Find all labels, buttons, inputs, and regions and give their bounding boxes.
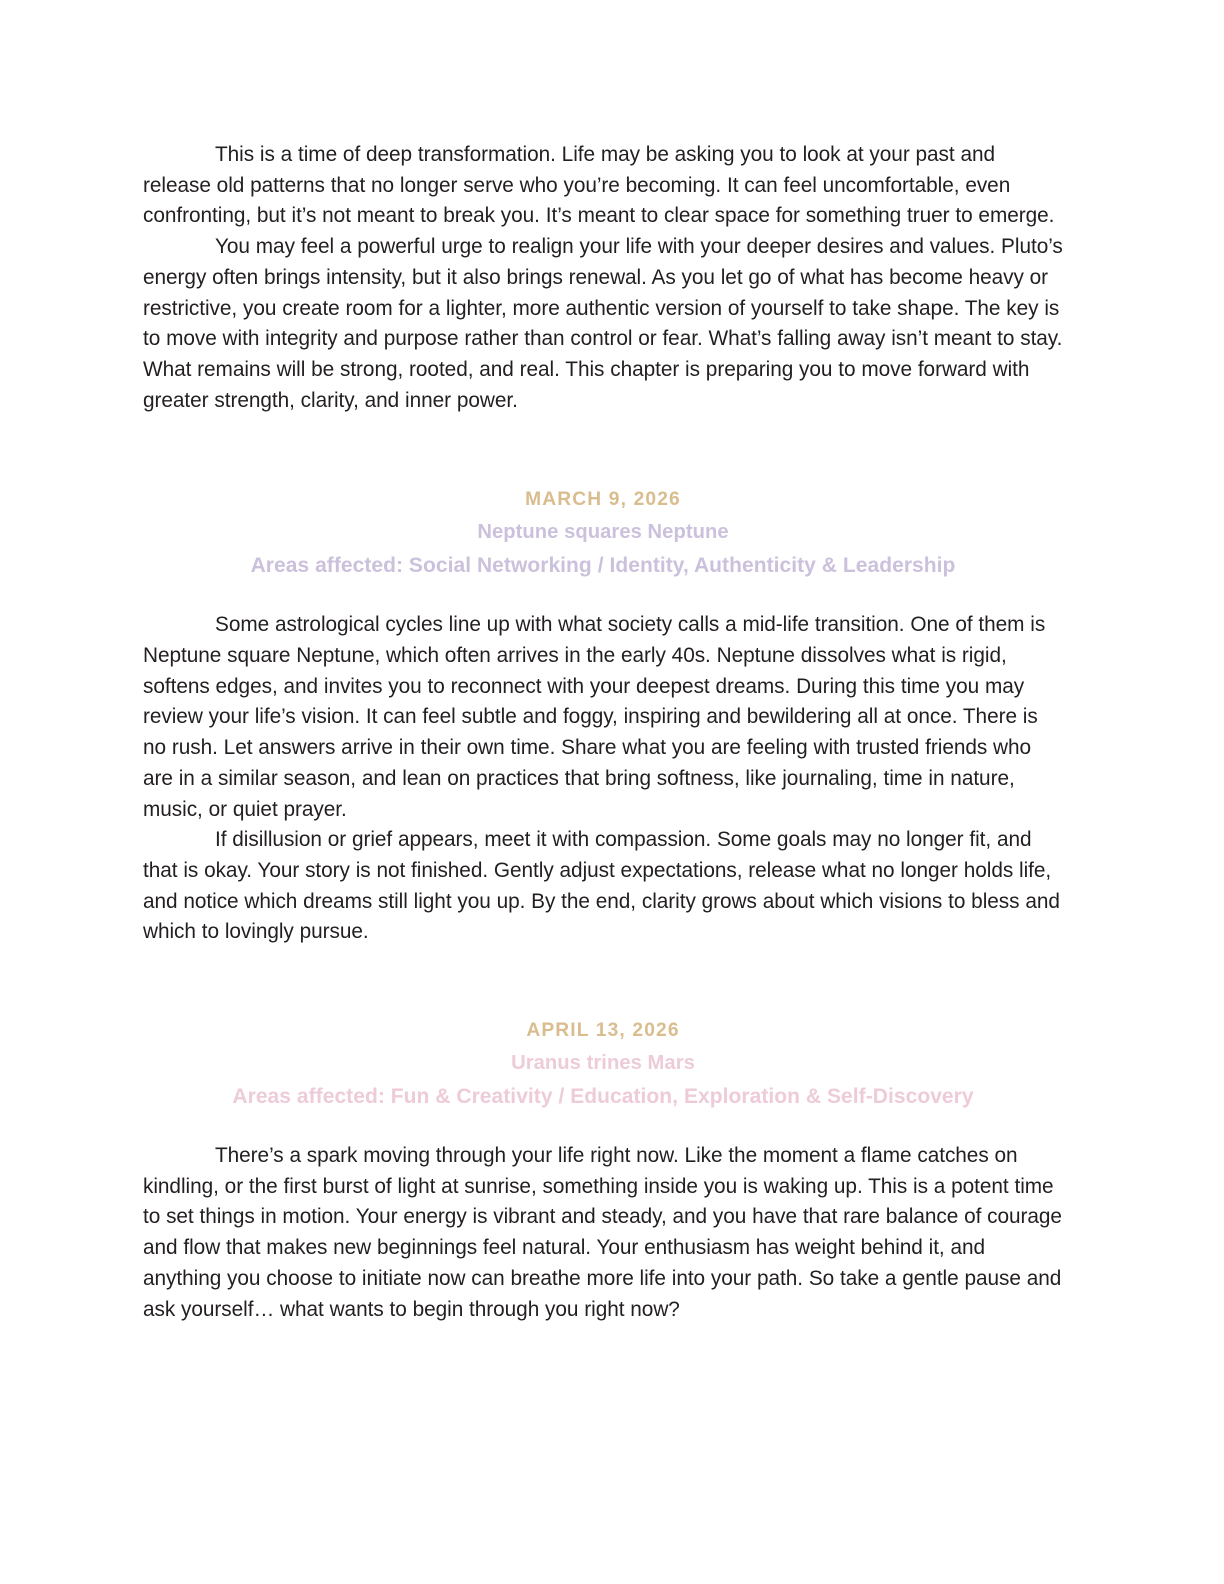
transit-aspect: Neptune squares Neptune — [477, 521, 729, 544]
paragraph: If disillusion or grief appears, meet it with compassion. Some goals may no longer fit, and that is okay. Your story is not finished. Gently adjust expectations, release what no longer holds life, and notice which dreams still light you up. By the end, clarity grows about which visions to bless and which to lovingly pursue. — [143, 828, 1060, 944]
section-uranus-transit — [143, 1014, 1063, 1325]
paragraph: Some astrological cycles line up with what society calls a mid-life transition. One of them is Neptune square Neptune, which often arrives in the early 40s. Neptune dissolves what is rigid, softens edges, and invites you to reconnect with your deepest dreams. During this time you may review your life’s vision. It can feel subtle and foggy, inspiring and bewildering all at once. There is no rush. Let answers arrive in their own time. Share what you are feeling with trusted friends who are in a similar season, and lean on practices that bring softness, like journaling, time in nature, music, or quiet prayer. — [143, 613, 1046, 821]
spacer — [143, 948, 1063, 1014]
section-intro — [143, 140, 1063, 416]
paragraph: You may feel a powerful urge to realign your life with your deeper desires and values. Pluto’s energy often brings intensity, but it also brings renewal. As you let go of what has become heavy or restrictive, you create room for a lighter, more authentic version of yourself to take shape. The key is to move with integrity and purpose rather than control or fear. What’s falling away isn’t meant to stay. What remains will be strong, rooted, and real. This chapter is preparing you to move forward with greater strength, clarity, and inner power. — [143, 235, 1063, 412]
section-neptune-transit — [143, 483, 1063, 948]
paragraph: This is a time of deep transformation. Life may be asking you to look at your past and release old patterns that no longer serve who you’re becoming. It can feel uncomfortable, even confronting, but it’s not meant to break you. It’s meant to clear space for something truer to emerge. — [143, 143, 1055, 228]
transit-heading-block — [143, 1014, 1063, 1113]
spacer — [143, 1113, 1063, 1141]
paragraph: There’s a spark moving through your life right now. Like the moment a flame catches on kindling, or the first burst of light at sunrise, something inside you is waking up. This is a potent time to set things in motion. Your energy is vibrant and steady, and you have that rare balance of courage and flow that makes new beginnings feel natural. Your enthusiasm has weight behind it, and anything you choose to initiate now can breathe more life into your path. So take a gentle pause and ask yourself… what wants to begin through you right now? — [143, 1144, 1062, 1321]
transit-areas-affected: Areas affected: Fun & Creativity / Education, Exploration & Self-Discovery — [232, 1085, 974, 1109]
transit-date: MARCH 9, 2026 — [525, 489, 681, 511]
spacer — [143, 582, 1063, 610]
document-content — [143, 140, 1063, 1325]
transit-areas-affected: Areas affected: Social Networking / Identity, Authenticity & Leadership — [250, 554, 956, 578]
spacer — [143, 416, 1063, 483]
transit-aspect: Uranus trines Mars — [511, 1052, 695, 1075]
transit-date: APRIL 13, 2026 — [526, 1020, 680, 1042]
transit-heading-block — [143, 483, 1063, 582]
